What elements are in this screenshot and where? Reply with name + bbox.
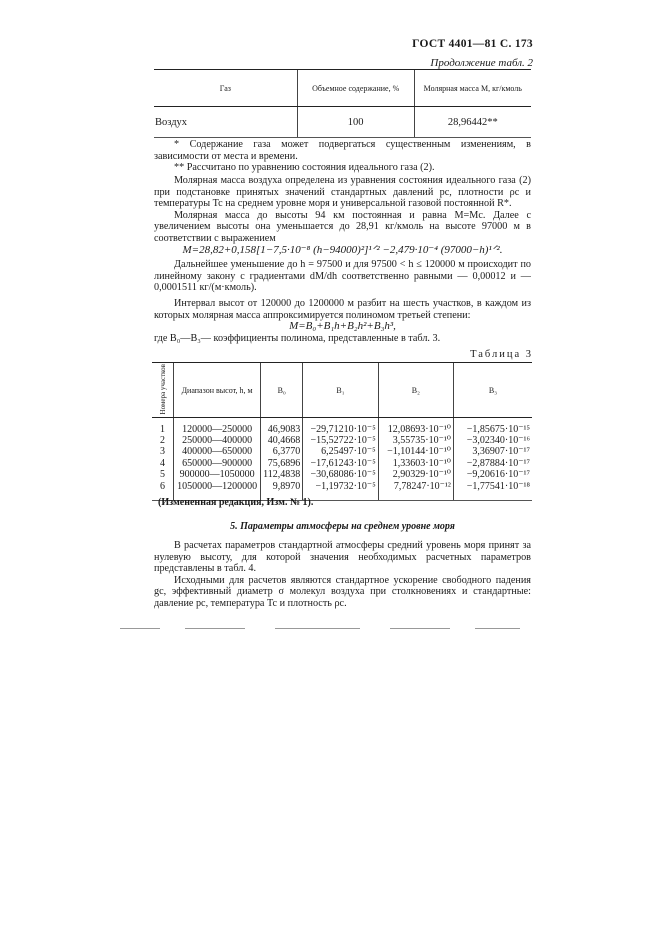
cell-b0: 40,4668 — [261, 435, 303, 446]
table-2-continuation — [154, 69, 531, 138]
cell-range: 1050000—1200000 — [174, 480, 261, 500]
cell-b1: −15,52722·10⁻⁵ — [303, 435, 378, 446]
footnote: * Содержание газа может подвергаться существенным изменениям, в зависимости от места и времени. — [154, 139, 531, 162]
cell-b1: 6,25497·10⁻⁵ — [303, 446, 378, 457]
cell-n: 6 — [152, 480, 174, 500]
table-row — [154, 107, 531, 138]
cell-b3: −9,20616·10⁻¹⁷ — [453, 469, 532, 480]
scan-dash-mark — [390, 628, 450, 629]
cell-b2: 1,33603·10⁻¹⁰ — [378, 458, 453, 469]
table-row — [152, 418, 532, 435]
column-header-b0: B₀ — [261, 363, 303, 418]
paragraph: Молярная масса до высоты 94 км постоянная и равна M=Mc. Далее с увеличением высоты она уменьшается до 28,91 кг/кмоль на высоте 97000 м в соответствии с выражением — [154, 209, 531, 244]
column-header-b3: B₃ — [453, 363, 532, 418]
paragraph: Молярная масса воздуха определена из уравнения состояния идеального газа (2) при подстановке принятых значений стандартных давлений pc, плотности ρc и температуры Tc на среднем уровне моря и универсальной газовой постоянной R*. — [154, 175, 531, 210]
scan-dash-mark — [120, 628, 160, 629]
cell-b3: 3,36907·10⁻¹⁷ — [453, 446, 532, 457]
scan-dash-mark — [275, 628, 360, 629]
cell-range: 250000—400000 — [174, 435, 261, 446]
formula: M=28,82+0,158[1−7,5·10⁻⁸ (h−94000)²]¹ᐟ² −2,479·10⁻⁴ (97000−h)¹ᐟ². — [182, 243, 503, 256]
cell-b0: 112,4838 — [261, 469, 303, 480]
cell-range: 650000—900000 — [174, 458, 261, 469]
cell-gas: Воздух — [154, 107, 297, 138]
cell-b1: −29,71210·10⁻⁵ — [303, 418, 378, 435]
cell-b3: −1,77541·10⁻¹⁸ — [453, 480, 532, 500]
cell-b1: −30,68086·10⁻⁵ — [303, 469, 378, 480]
footnote: ** Рассчитано по уравнению состояния идеального газа (2). — [174, 162, 435, 174]
cell-range: 900000—1050000 — [174, 469, 261, 480]
scan-dash-mark — [185, 628, 245, 629]
table-3 — [152, 362, 532, 501]
paragraph: где B₀—B₃— коэффициенты полинома, представленные в табл. 3. — [154, 332, 441, 344]
cell-volume: 100 — [297, 107, 414, 138]
table-continuation-label: Продолжение табл. 2 — [430, 57, 533, 69]
table-caption: Таблица 3 — [470, 349, 533, 360]
formula: M=B₀+B₁h+B₂h²+B₃h³, — [289, 320, 396, 333]
cell-range: 120000—250000 — [174, 418, 261, 435]
cell-n: 4 — [160, 457, 165, 469]
cell-b2: 12,08693·10⁻¹⁰ — [378, 418, 453, 435]
column-header-molar-mass: Молярная масса M, кг/кмоль — [414, 70, 531, 107]
cell-n: 2 — [160, 435, 165, 447]
section-title: 5. Параметры атмосферы на среднем уровне моря — [230, 521, 455, 532]
column-header-gas: Газ — [154, 70, 297, 107]
paragraph: В расчетах параметров стандартной атмосферы средний уровень моря принят за нулевую высоту, для которой значения необходимых расчетных параметров представлены в табл. 4. — [154, 540, 531, 575]
paragraph: Интервал высот от 120000 до 1200000 м разбит на шесть участков, в каждом из которых молярная масса аппроксимируется полиномом третьей степени: — [154, 297, 531, 321]
cell-molar-mass: 28,96442** — [414, 107, 531, 138]
column-header-volume: Объемное содержание, % — [297, 70, 414, 107]
scan-dash-mark — [475, 628, 520, 629]
body-text — [154, 175, 531, 344]
paragraph: Исходными для расчетов являются стандартное ускорение свободного падения gc, эффективный диаметр σ молекул воздуха при столкновениях и стандартные: давление pc, температура Tc и плотность ρc. — [154, 574, 531, 609]
cell-b0: 46,9083 — [261, 418, 303, 435]
paragraph: Дальнейшее уменьшение до h = 97500 и для 97500 < h ≤ 120000 м происходит по линейному закону с градиентами dM/dh соответственно равными — 0,00012 и —0,0001511 кг/(м·кмоль). — [154, 259, 531, 294]
cell-b2: 2,90329·10⁻¹⁰ — [378, 469, 453, 480]
column-header-b2: B₂ — [378, 363, 453, 418]
section-body — [154, 540, 531, 610]
column-header-number: Номера участков — [152, 363, 174, 418]
cell-n: 1 — [160, 423, 165, 435]
cell-b2: 3,55735·10⁻¹⁰ — [378, 435, 453, 446]
table-row — [152, 446, 532, 457]
cell-b3: −1,85675·10⁻¹⁵ — [453, 418, 532, 435]
table-3-body — [152, 418, 532, 500]
cell-b3: −2,87884·10⁻¹⁷ — [453, 458, 532, 469]
cell-b0: 6,3770 — [261, 446, 303, 457]
cell-b0: 9,8970 — [261, 480, 303, 500]
cell-b2: −1,10144·10⁻¹⁰ — [378, 446, 453, 457]
edition-note: (Измененная редакция, Изм. № 1). — [158, 497, 314, 508]
cell-b1: −17,61243·10⁻⁵ — [303, 458, 378, 469]
column-header-b1: B₁ — [303, 363, 378, 418]
cell-n: 3 — [160, 446, 165, 458]
table-row — [152, 435, 532, 446]
cell-b3: −3,02340·10⁻¹⁶ — [453, 435, 532, 446]
cell-n: 5 — [160, 469, 165, 481]
cell-b0: 75,6896 — [261, 458, 303, 469]
cell-range: 400000—650000 — [174, 446, 261, 457]
cell-b2: 7,78247·10⁻¹² — [378, 480, 453, 500]
column-header-range: Диапазон высот, h, м — [174, 363, 261, 418]
table-row — [152, 458, 532, 469]
document-reference: ГОСТ 4401—81 С. 173 — [412, 38, 533, 50]
table-row — [152, 469, 532, 480]
cell-b1: −1,19732·10⁻⁵ — [303, 480, 378, 500]
table-footnotes — [154, 139, 531, 174]
